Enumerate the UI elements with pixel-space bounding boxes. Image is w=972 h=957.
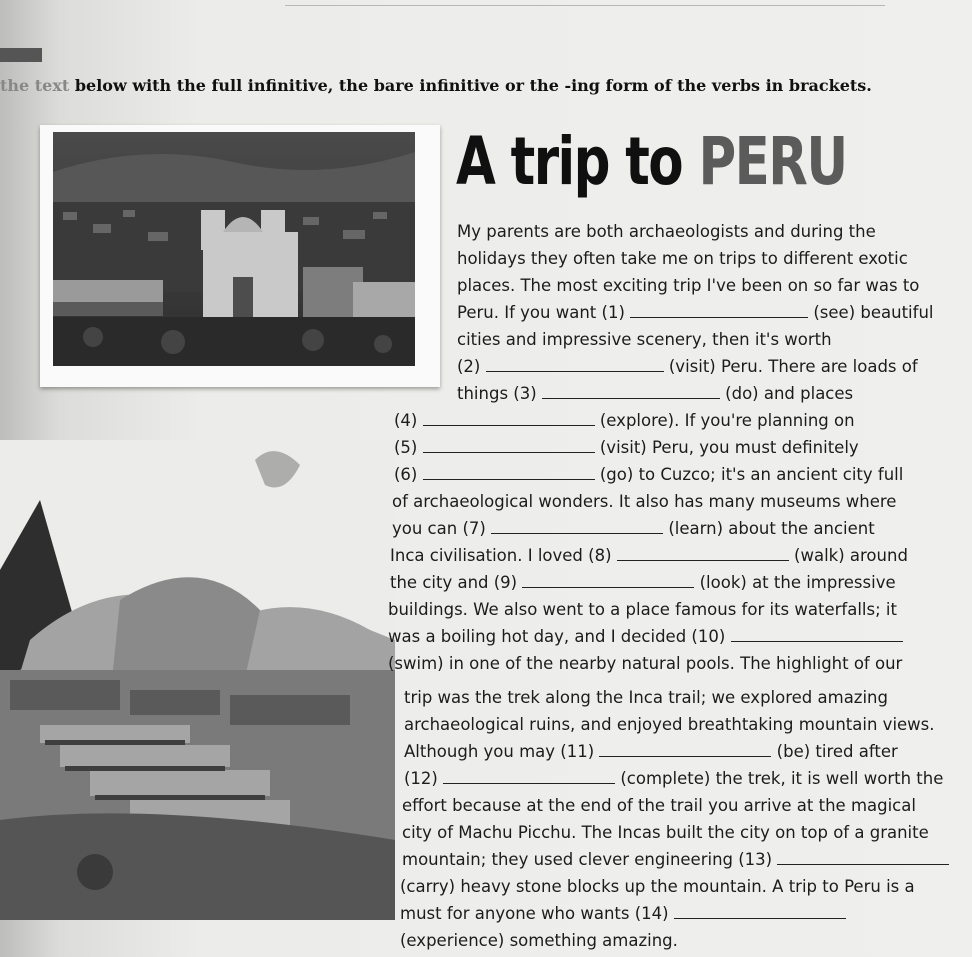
answer-blank-12[interactable] (443, 769, 615, 784)
line-text: (look) at the impressive (699, 573, 896, 592)
line-text: (walk) around (794, 546, 908, 565)
article-title (456, 122, 847, 202)
article-line (390, 546, 908, 566)
line-text: (see) beautiful (813, 303, 934, 322)
article-line: buildings. We also went to a place famous for its waterfalls; it (388, 600, 897, 619)
line-text: (visit) Peru, you must definitely (599, 438, 859, 457)
answer-blank-11[interactable] (599, 742, 771, 757)
article-line (390, 573, 896, 593)
article-line (457, 303, 934, 323)
answer-blank-1[interactable] (630, 303, 808, 318)
answer-blank-10[interactable] (731, 627, 903, 642)
title-part-2: PERU (698, 123, 847, 200)
line-text: the city and (9) (390, 573, 523, 592)
title-part-1: A trip to (456, 123, 699, 200)
article-line (402, 850, 949, 870)
article-line: (carry) heavy stone blocks up the mountain. A trip to Peru is a (400, 877, 915, 896)
line-text: (complete) the trek, it is well worth the (620, 769, 944, 788)
answer-blank-3[interactable] (542, 384, 720, 399)
answer-blank-13[interactable] (777, 850, 949, 865)
instruction-text (0, 76, 960, 95)
line-text: things (3) (457, 384, 542, 403)
line-text: (explore). If you're planning on (599, 411, 855, 430)
line-text: was a boiling hot day, and I decided (10) (388, 627, 731, 646)
line-text: (learn) about the ancient (668, 519, 875, 538)
line-text: Peru. If you want (1) (457, 303, 631, 322)
article-line (392, 519, 875, 539)
article-line: places. The most exciting trip I've been on so far was to (457, 276, 920, 295)
article-line: effort because at the end of the trail you arrive at the magical (402, 796, 916, 815)
answer-blank-9[interactable] (522, 573, 694, 588)
article-line (388, 627, 903, 647)
line-text: (2) (457, 357, 486, 376)
line-text: (12) (404, 769, 444, 788)
top-rule (285, 5, 885, 6)
article-line: cities and impressive scenery, then it's worth (457, 330, 832, 349)
cuzco-photo (40, 125, 440, 387)
article-line: holidays they often take me on trips to different exotic (457, 249, 908, 268)
instruction-faded-text: the text (0, 76, 70, 95)
article-line (404, 769, 943, 789)
line-text: (be) tired after (776, 742, 898, 761)
article-line: My parents are both archaeologists and during the (457, 222, 876, 241)
article-line: trip was the trek along the Inca trail; we explored amazing (404, 688, 888, 707)
answer-blank-7[interactable] (491, 519, 663, 534)
answer-blank-5[interactable] (423, 438, 595, 453)
article-line: (swim) in one of the nearby natural pools. The highlight of our (388, 654, 903, 673)
instruction-main-text: below with the full infinitive, the bare infinitive or the -ing form of the verbs in brackets. (69, 76, 872, 95)
machu-picchu-photo (0, 440, 395, 920)
answer-blank-4[interactable] (423, 411, 595, 426)
article-line (394, 438, 859, 458)
line-text: you can (7) (392, 519, 492, 538)
article-line: of archaeological wonders. It also has many museums where (392, 492, 897, 511)
line-text: Although you may (11) (404, 742, 600, 761)
line-text: (go) to Cuzco; it's an ancient city full (599, 465, 904, 484)
line-text: (6) (394, 465, 423, 484)
line-text: Inca civilisation. I loved (8) (390, 546, 617, 565)
article-line (394, 411, 855, 431)
answer-blank-6[interactable] (423, 465, 595, 480)
article-line (404, 742, 898, 762)
line-text: (visit) Peru. There are loads of (668, 357, 918, 376)
article-line (457, 357, 918, 377)
line-text: (5) (394, 438, 423, 457)
article-line: archaeological ruins, and enjoyed breathtaking mountain views. (404, 715, 935, 734)
answer-blank-8[interactable] (617, 546, 789, 561)
article-line: city of Machu Picchu. The Incas built the city on top of a granite (402, 823, 929, 842)
line-text: (4) (394, 411, 423, 430)
article-line (400, 904, 846, 924)
answer-blank-2[interactable] (486, 357, 664, 372)
article-line (394, 465, 903, 485)
article-line: (experience) something amazing. (400, 931, 678, 950)
answer-blank-14[interactable] (674, 904, 846, 919)
article-line (457, 384, 853, 404)
exercise-number-mark (0, 48, 42, 62)
line-text: mountain; they used clever engineering (13) (402, 850, 778, 869)
line-text: must for anyone who wants (14) (400, 904, 674, 923)
line-text: (do) and places (725, 384, 854, 403)
